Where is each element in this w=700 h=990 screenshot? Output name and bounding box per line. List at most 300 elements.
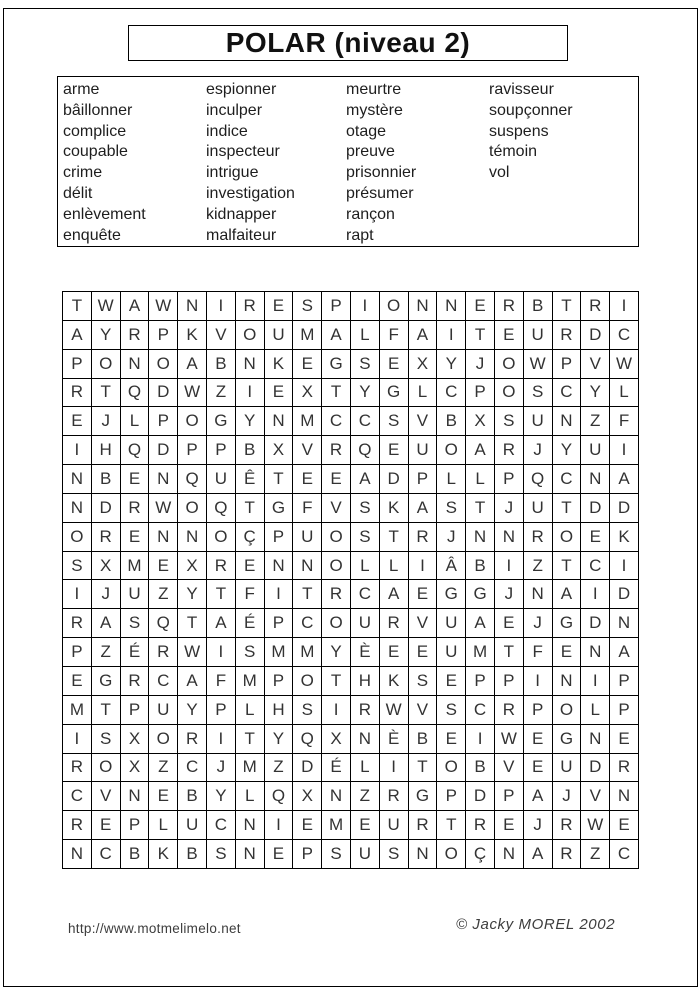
- grid-cell: G: [207, 407, 236, 436]
- grid-cell: D: [610, 494, 639, 523]
- grid-cell: N: [322, 782, 351, 811]
- word-item: preuve: [346, 143, 395, 161]
- grid-cell: C: [553, 465, 582, 494]
- grid-cell: W: [524, 350, 553, 379]
- word-item: complice: [63, 122, 127, 140]
- word-item: soupçonner: [489, 101, 573, 119]
- grid-cell: P: [466, 379, 495, 408]
- grid-cell: C: [581, 552, 610, 581]
- grid-cell: X: [409, 350, 438, 379]
- grid-cell: F: [293, 494, 322, 523]
- grid-cell: R: [236, 292, 265, 321]
- grid-cell: N: [581, 465, 610, 494]
- grid-cell: V: [409, 609, 438, 638]
- grid-cell: R: [322, 436, 351, 465]
- grid-cell: J: [495, 580, 524, 609]
- grid-cell: Y: [178, 696, 207, 725]
- grid-cell: L: [437, 465, 466, 494]
- grid-cell: R: [207, 552, 236, 581]
- grid-cell: U: [581, 436, 610, 465]
- grid-cell: A: [178, 667, 207, 696]
- grid-cell: P: [495, 465, 524, 494]
- grid-cell: T: [495, 638, 524, 667]
- grid-cell: O: [178, 494, 207, 523]
- grid-cell: I: [207, 725, 236, 754]
- grid-cell: J: [92, 580, 121, 609]
- grid-cell: V: [581, 350, 610, 379]
- grid-cell: J: [466, 350, 495, 379]
- grid-cell: Q: [121, 379, 150, 408]
- word-item: présumer: [346, 184, 414, 202]
- grid-cell: P: [265, 523, 294, 552]
- grid-cell: P: [495, 782, 524, 811]
- grid-cell: I: [236, 379, 265, 408]
- grid-cell: G: [553, 609, 582, 638]
- grid-cell: W: [495, 725, 524, 754]
- grid-cell: R: [322, 580, 351, 609]
- grid-cell: C: [92, 840, 121, 869]
- grid-cell: Z: [207, 379, 236, 408]
- grid-cell: E: [121, 465, 150, 494]
- grid-cell: T: [380, 523, 409, 552]
- grid-cell: C: [63, 782, 92, 811]
- grid-cell: E: [437, 667, 466, 696]
- word-item: suspens: [489, 122, 549, 140]
- grid-cell: P: [63, 350, 92, 379]
- grid-cell: E: [437, 725, 466, 754]
- grid-cell: T: [553, 494, 582, 523]
- grid-cell: I: [610, 436, 639, 465]
- grid-cell: C: [466, 696, 495, 725]
- grid-cell: N: [581, 638, 610, 667]
- grid-cell: G: [466, 580, 495, 609]
- grid-cell: L: [351, 754, 380, 783]
- grid-cell: Z: [149, 754, 178, 783]
- grid-cell: R: [149, 638, 178, 667]
- grid-cell: G: [409, 782, 438, 811]
- grid-cell: A: [524, 782, 553, 811]
- grid-cell: R: [92, 523, 121, 552]
- grid-cell: H: [351, 667, 380, 696]
- grid-cell: T: [409, 754, 438, 783]
- grid-cell: L: [149, 811, 178, 840]
- grid-cell: D: [581, 609, 610, 638]
- grid-cell: I: [610, 552, 639, 581]
- grid-cell: M: [293, 321, 322, 350]
- grid-cell: P: [121, 696, 150, 725]
- grid-cell: N: [63, 494, 92, 523]
- grid-cell: Y: [437, 350, 466, 379]
- grid-cell: D: [466, 782, 495, 811]
- grid-cell: I: [610, 292, 639, 321]
- grid-cell: T: [466, 494, 495, 523]
- grid-cell: T: [207, 580, 236, 609]
- grid-cell: E: [610, 811, 639, 840]
- grid-cell: K: [380, 494, 409, 523]
- grid-cell: É: [236, 609, 265, 638]
- grid-cell: V: [409, 407, 438, 436]
- grid-cell: R: [63, 609, 92, 638]
- grid-cell: F: [610, 407, 639, 436]
- word-column: [206, 80, 295, 246]
- grid-cell: X: [121, 725, 150, 754]
- grid-cell: C: [293, 609, 322, 638]
- word-item: inspecteur: [206, 143, 280, 161]
- grid-cell: E: [265, 292, 294, 321]
- grid-cell: B: [121, 840, 150, 869]
- word-item: coupable: [63, 143, 128, 161]
- grid-cell: C: [351, 580, 380, 609]
- grid-cell: U: [149, 696, 178, 725]
- grid-cell: X: [322, 725, 351, 754]
- grid-cell: N: [524, 580, 553, 609]
- grid-cell: J: [524, 609, 553, 638]
- grid-cell: E: [149, 552, 178, 581]
- grid-cell: N: [265, 407, 294, 436]
- grid-cell: Z: [265, 754, 294, 783]
- grid-cell: C: [178, 754, 207, 783]
- grid-cell: M: [121, 552, 150, 581]
- grid-cell: C: [351, 407, 380, 436]
- word-item: kidnapper: [206, 205, 277, 223]
- grid-cell: W: [380, 696, 409, 725]
- grid-cell: W: [149, 494, 178, 523]
- grid-cell: X: [265, 436, 294, 465]
- grid-cell: A: [351, 465, 380, 494]
- grid-cell: U: [553, 754, 582, 783]
- grid-cell: Y: [236, 407, 265, 436]
- grid-cell: E: [495, 811, 524, 840]
- grid-cell: P: [466, 667, 495, 696]
- grid-cell: E: [293, 350, 322, 379]
- grid-cell: Z: [524, 552, 553, 581]
- grid-cell: N: [178, 523, 207, 552]
- word-item: bâillonner: [63, 101, 133, 119]
- grid-cell: F: [524, 638, 553, 667]
- grid-cell: X: [293, 379, 322, 408]
- grid-cell: S: [293, 696, 322, 725]
- grid-cell: D: [581, 754, 610, 783]
- grid-cell: G: [92, 667, 121, 696]
- grid-cell: O: [322, 523, 351, 552]
- word-column: [346, 80, 416, 246]
- grid-cell: N: [409, 840, 438, 869]
- grid-cell: I: [351, 292, 380, 321]
- grid-cell: R: [178, 725, 207, 754]
- grid-cell: B: [92, 465, 121, 494]
- grid-cell: Q: [178, 465, 207, 494]
- grid-cell: R: [581, 292, 610, 321]
- grid-cell: T: [437, 811, 466, 840]
- grid-cell: I: [63, 725, 92, 754]
- grid-cell: E: [236, 552, 265, 581]
- grid-cell: C: [553, 379, 582, 408]
- grid-cell: K: [380, 667, 409, 696]
- word-item: espionner: [206, 81, 277, 98]
- word-item: inculper: [206, 101, 263, 119]
- grid-cell: U: [207, 465, 236, 494]
- grid-cell: D: [149, 379, 178, 408]
- grid-cell: J: [495, 494, 524, 523]
- word-item: otage: [346, 122, 387, 140]
- grid-cell: X: [92, 552, 121, 581]
- grid-cell: N: [63, 465, 92, 494]
- grid-cell: N: [610, 782, 639, 811]
- grid-cell: E: [524, 725, 553, 754]
- grid-cell: Z: [149, 580, 178, 609]
- grid-cell: M: [322, 811, 351, 840]
- grid-cell: N: [466, 523, 495, 552]
- grid-cell: I: [409, 552, 438, 581]
- grid-cell: L: [409, 379, 438, 408]
- grid-cell: E: [553, 638, 582, 667]
- grid-cell: É: [121, 638, 150, 667]
- grid-cell: Y: [178, 580, 207, 609]
- grid-cell: I: [581, 580, 610, 609]
- grid-cell: G: [380, 379, 409, 408]
- grid-cell: N: [236, 840, 265, 869]
- grid-cell: E: [265, 379, 294, 408]
- grid-cell: O: [92, 754, 121, 783]
- grid-cell: B: [207, 350, 236, 379]
- grid-cell: E: [495, 321, 524, 350]
- grid-cell: D: [581, 494, 610, 523]
- word-item: prisonnier: [346, 164, 417, 182]
- grid-cell: W: [581, 811, 610, 840]
- grid-cell: S: [293, 292, 322, 321]
- grid-cell: P: [207, 696, 236, 725]
- grid-cell: E: [409, 638, 438, 667]
- grid-cell: P: [409, 465, 438, 494]
- grid-cell: Y: [351, 379, 380, 408]
- grid-cell: R: [409, 523, 438, 552]
- grid-cell: M: [63, 696, 92, 725]
- grid-cell: R: [553, 321, 582, 350]
- grid-cell: N: [265, 552, 294, 581]
- page-title: POLAR (niveau 2): [225, 27, 471, 58]
- word-item: témoin: [489, 143, 538, 161]
- grid-cell: V: [293, 436, 322, 465]
- grid-cell: D: [581, 321, 610, 350]
- grid-cell: U: [121, 580, 150, 609]
- grid-cell: Q: [524, 465, 553, 494]
- grid-cell: E: [149, 782, 178, 811]
- word-item: malfaiteur: [206, 226, 277, 244]
- grid-cell: C: [322, 407, 351, 436]
- grid-cell: P: [610, 667, 639, 696]
- grid-cell: E: [380, 350, 409, 379]
- grid-cell: R: [351, 696, 380, 725]
- grid-cell: Q: [265, 782, 294, 811]
- grid-cell: B: [437, 407, 466, 436]
- grid-cell: T: [63, 292, 92, 321]
- grid-cell: I: [524, 667, 553, 696]
- grid-cell: Z: [581, 407, 610, 436]
- grid-cell: P: [265, 609, 294, 638]
- grid-cell: Ê: [236, 465, 265, 494]
- grid-cell: E: [63, 667, 92, 696]
- grid-cell: U: [437, 609, 466, 638]
- grid-cell: O: [63, 523, 92, 552]
- grid-cell: U: [437, 638, 466, 667]
- grid-cell: F: [380, 321, 409, 350]
- grid-cell: O: [437, 840, 466, 869]
- grid-cell: I: [265, 580, 294, 609]
- word-item: vol: [489, 164, 510, 182]
- grid-cell: V: [409, 696, 438, 725]
- grid-cell: S: [322, 840, 351, 869]
- grid-cell: S: [437, 696, 466, 725]
- grid-cell: E: [581, 523, 610, 552]
- grid-cell: O: [92, 350, 121, 379]
- grid-cell: S: [236, 638, 265, 667]
- grid-cell: U: [351, 840, 380, 869]
- word-item: arme: [63, 81, 100, 98]
- grid-cell: P: [265, 667, 294, 696]
- grid-cell: R: [380, 782, 409, 811]
- grid-cell: X: [466, 407, 495, 436]
- word-item: investigation: [206, 184, 295, 202]
- grid-cell: O: [293, 667, 322, 696]
- grid-cell: Y: [207, 782, 236, 811]
- grid-cell: T: [466, 321, 495, 350]
- grid-cell: P: [121, 811, 150, 840]
- grid-cell: M: [293, 407, 322, 436]
- grid-cell: E: [92, 811, 121, 840]
- grid-cell: L: [236, 696, 265, 725]
- grid-cell: A: [524, 840, 553, 869]
- grid-cell: L: [351, 321, 380, 350]
- grid-cell: Y: [553, 436, 582, 465]
- grid-cell: U: [524, 494, 553, 523]
- grid-cell: A: [409, 494, 438, 523]
- grid-cell: K: [149, 840, 178, 869]
- word-list-box: [57, 76, 639, 247]
- grid-cell: W: [178, 638, 207, 667]
- grid-cell: A: [178, 350, 207, 379]
- grid-cell: J: [207, 754, 236, 783]
- word-item: délit: [63, 184, 93, 202]
- grid-cell: S: [63, 552, 92, 581]
- grid-cell: O: [437, 436, 466, 465]
- grid-cell: S: [524, 379, 553, 408]
- grid-cell: B: [466, 552, 495, 581]
- grid-cell: G: [265, 494, 294, 523]
- grid-cell: A: [92, 609, 121, 638]
- grid-cell: Â: [437, 552, 466, 581]
- grid-cell: N: [178, 292, 207, 321]
- grid-cell: T: [236, 494, 265, 523]
- grid-cell: L: [121, 407, 150, 436]
- grid-cell: S: [437, 494, 466, 523]
- grid-cell: U: [524, 407, 553, 436]
- grid-cell: P: [293, 840, 322, 869]
- grid-cell: S: [351, 523, 380, 552]
- grid-cell: R: [495, 696, 524, 725]
- grid-cell: B: [409, 725, 438, 754]
- grid-cell: K: [178, 321, 207, 350]
- grid-cell: A: [553, 580, 582, 609]
- grid-cell: X: [178, 552, 207, 581]
- grid-cell: N: [581, 725, 610, 754]
- grid-cell: R: [63, 379, 92, 408]
- grid-cell: E: [524, 754, 553, 783]
- grid-cell: A: [207, 609, 236, 638]
- grid-cell: S: [351, 494, 380, 523]
- grid-cell: C: [610, 321, 639, 350]
- grid-cell: A: [409, 321, 438, 350]
- grid-cell: B: [236, 436, 265, 465]
- word-item: intrigue: [206, 164, 259, 182]
- grid-cell: P: [149, 407, 178, 436]
- grid-cell: R: [63, 754, 92, 783]
- grid-cell: R: [63, 811, 92, 840]
- grid-cell: Z: [581, 840, 610, 869]
- grid-cell: L: [610, 379, 639, 408]
- grid-cell: U: [524, 321, 553, 350]
- grid-cell: P: [495, 667, 524, 696]
- grid-cell: X: [121, 754, 150, 783]
- grid-cell: Ç: [466, 840, 495, 869]
- grid-cell: X: [293, 782, 322, 811]
- grid-cell: T: [322, 667, 351, 696]
- title-box: [128, 25, 568, 61]
- grid-cell: L: [351, 552, 380, 581]
- grid-cell: P: [149, 321, 178, 350]
- word-item: meurtre: [346, 81, 402, 98]
- grid-cell: F: [207, 667, 236, 696]
- grid-cell: T: [293, 580, 322, 609]
- grid-cell: O: [149, 725, 178, 754]
- grid-cell: O: [553, 523, 582, 552]
- grid-cell: G: [322, 350, 351, 379]
- grid-cell: O: [236, 321, 265, 350]
- grid-cell: W: [610, 350, 639, 379]
- grid-cell: O: [149, 350, 178, 379]
- grid-cell: E: [380, 638, 409, 667]
- grid-cell: È: [351, 638, 380, 667]
- grid-cell: V: [207, 321, 236, 350]
- grid-cell: R: [524, 523, 553, 552]
- grid-cell: H: [92, 436, 121, 465]
- grid-cell: P: [524, 696, 553, 725]
- grid-cell: Ç: [236, 523, 265, 552]
- grid-cell: B: [524, 292, 553, 321]
- grid-cell: Y: [581, 379, 610, 408]
- grid-cell: Z: [92, 638, 121, 667]
- grid-cell: A: [63, 321, 92, 350]
- grid-cell: G: [437, 580, 466, 609]
- grid-cell: S: [207, 840, 236, 869]
- grid-cell: B: [178, 782, 207, 811]
- grid-cell: C: [610, 840, 639, 869]
- word-item: indice: [206, 122, 248, 140]
- grid-cell: R: [553, 840, 582, 869]
- letter-grid: [62, 291, 639, 869]
- grid-cell: E: [610, 725, 639, 754]
- grid-cell: V: [92, 782, 121, 811]
- grid-cell: V: [322, 494, 351, 523]
- grid-cell: F: [236, 580, 265, 609]
- word-item: enlèvement: [63, 205, 146, 223]
- word-item: ravisseur: [489, 81, 554, 98]
- grid-cell: M: [236, 754, 265, 783]
- grid-cell: O: [178, 407, 207, 436]
- word-item: rapt: [346, 226, 374, 244]
- grid-cell: K: [265, 350, 294, 379]
- grid-cell: Q: [207, 494, 236, 523]
- grid-cell: N: [495, 523, 524, 552]
